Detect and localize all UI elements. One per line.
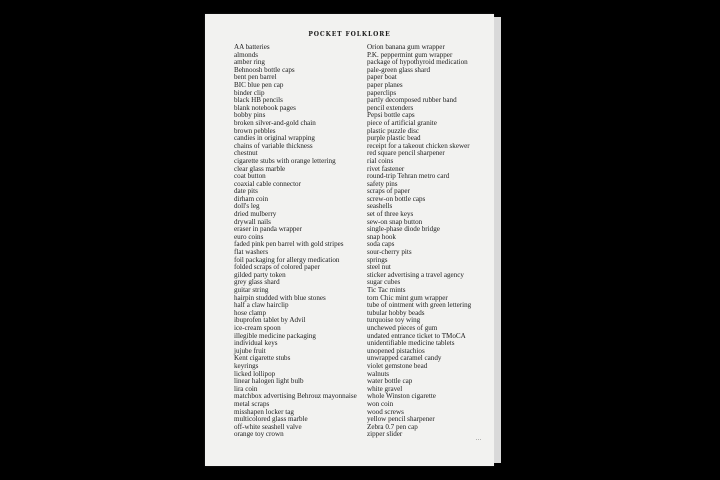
- list-item: Orion banana gum wrapper: [367, 43, 445, 51]
- list-column-left: [234, 44, 357, 439]
- list-item: blank notebook pages: [234, 103, 296, 112]
- list-item: package of hypothyroid medication: [367, 58, 468, 67]
- list-item: set of three keys: [367, 210, 414, 219]
- list-item: guitar string: [234, 286, 269, 294]
- list-item: binder clip: [234, 88, 265, 97]
- list-item: Behnoosh bottle caps: [234, 65, 295, 74]
- list-item: sew-on snap button: [367, 217, 423, 226]
- list-item: yellow pencil sharpener: [367, 415, 435, 424]
- list-item: unidentifiable medicine tablets: [367, 339, 455, 348]
- list-item: grey glass shard: [234, 278, 280, 287]
- list-item: turquoise toy wing: [367, 316, 421, 325]
- list-item: keyrings: [234, 361, 259, 370]
- list-item: faded pink pen barrel with gold stripes: [234, 240, 344, 249]
- list-item: ibuprofen tablet by Advil: [234, 316, 306, 325]
- list-item: water bottle cap: [367, 377, 413, 386]
- list-item: tubular hobby beads: [367, 308, 425, 317]
- list-item: brown pebbles: [234, 126, 276, 135]
- list-item: Tic Tac mints: [367, 286, 406, 294]
- list-item: scraps of paper: [367, 187, 410, 196]
- list-item: rial coins: [367, 156, 394, 165]
- list-item: folded scraps of colored paper: [234, 263, 320, 272]
- list-item: pencil extenders: [367, 103, 414, 112]
- list-item: sticker advertising a travel agency: [367, 270, 464, 279]
- list-item: unopened pistachios: [367, 346, 425, 355]
- list-item: purple plastic bead: [367, 134, 421, 143]
- list-item: licked lollipop: [234, 369, 276, 378]
- list-item: chains of variable thickness: [234, 141, 313, 150]
- list-item: matchbox advertising Behrouz mayonnaise: [234, 392, 357, 401]
- list-item: drywall nails: [234, 217, 271, 226]
- list-item: off-white seashell valve: [234, 422, 302, 431]
- list-item: paper planes: [367, 80, 403, 89]
- list-item: BIC blue pen cap: [234, 80, 284, 89]
- list-item: unchewed pieces of gum: [367, 323, 438, 332]
- list-item: zipper slider: [367, 430, 403, 439]
- list-item: cigarette stubs with orange lettering: [234, 156, 336, 165]
- list-item: AA batteries: [234, 43, 270, 51]
- list-item: plastic puzzle disc: [367, 126, 420, 135]
- list-item: bobby pins: [234, 111, 266, 120]
- list-item: date pits: [234, 187, 258, 196]
- page-title: POCKET FOLKLORE: [308, 31, 391, 38]
- list-item: bent pen barrel: [234, 73, 277, 82]
- list-item: clear glass marble: [234, 164, 286, 173]
- list-item: single-phase diode bridge: [367, 225, 440, 234]
- list-item: partly decomposed rubber band: [367, 96, 457, 105]
- list-item: P.K. peppermint gum wrapper: [367, 50, 453, 59]
- list-item: half a claw hairclip: [234, 301, 289, 310]
- list-item: tube of ointment with green lettering: [367, 301, 472, 310]
- list-item: sugar cubes: [367, 278, 401, 287]
- list-item: whole Winston cigarette: [367, 392, 436, 401]
- list-item: paper boat: [367, 73, 397, 82]
- list-item: dried mulberry: [234, 210, 277, 219]
- list-item: hose clamp: [234, 308, 267, 317]
- list-item: chestnut: [234, 149, 258, 158]
- list-item: sour-cherry pits: [367, 248, 412, 257]
- list-item: almonds: [234, 50, 259, 59]
- list-item: misshapen locker tag: [234, 407, 294, 416]
- list-item: black HB pencils: [234, 96, 283, 105]
- list-item: won coin: [367, 399, 394, 408]
- list-column-right: [367, 44, 471, 439]
- list-item: piece of artificial granite: [367, 118, 437, 127]
- list-item: white gravel: [367, 384, 403, 393]
- list-item: doll's leg: [234, 202, 260, 211]
- list-item: wood screws: [367, 407, 404, 416]
- list-item: gilded party token: [234, 270, 286, 279]
- list-item: foil packaging for allergy medication: [234, 255, 340, 264]
- list-item: dirham coin: [234, 194, 269, 203]
- list-item: illegible medicine packaging: [234, 331, 316, 340]
- list-item: red square pencil sharpener: [367, 149, 445, 158]
- list-item: linear halogen light bulb: [234, 377, 304, 386]
- list-item: jujube fruit: [234, 346, 266, 355]
- list-item: Kent cigarette stubs: [234, 354, 291, 363]
- list-item: ice-cream spoon: [234, 323, 281, 332]
- list-item: coat button: [234, 172, 266, 181]
- list-item: metal scraps: [234, 399, 270, 408]
- list-item: walnuts: [367, 369, 390, 378]
- book-page: [205, 14, 494, 466]
- page-marker: ...: [475, 436, 482, 442]
- list-item: steel nut: [367, 263, 391, 272]
- list-item: paperclips: [367, 88, 397, 97]
- list-item: torn Chic mint gum wrapper: [367, 293, 448, 302]
- list-item: eraser in panda wrapper: [234, 225, 302, 234]
- list-item: undated entrance ticket to TMoCA: [367, 331, 466, 340]
- list-item: flat washers: [234, 248, 269, 257]
- list-item: safety pins: [367, 179, 398, 188]
- list-item: orange toy crown: [234, 430, 284, 439]
- list-item: hairpin studded with blue stones: [234, 293, 326, 302]
- list-item: seashells: [367, 202, 393, 211]
- list-item: individual keys: [234, 339, 278, 348]
- list-item: receipt for a takeout chicken skewer: [367, 141, 470, 150]
- list-item: euro coins: [234, 232, 264, 241]
- list-item: soda caps: [367, 240, 395, 249]
- list-item: Pepsi bottle caps: [367, 111, 415, 120]
- list-item: candies in original wrapping: [234, 134, 315, 143]
- list-item: snap hook: [367, 232, 396, 241]
- list-item: violet gemstone bead: [367, 361, 428, 370]
- list-item: unwrapped caramel candy: [367, 354, 442, 363]
- list-item: coaxial cable connector: [234, 179, 301, 188]
- list-item: Zebra 0.7 pen cap: [367, 422, 418, 431]
- list-item: lira coin: [234, 384, 258, 393]
- list-item: broken silver-and-gold chain: [234, 118, 316, 127]
- list-item: round-trip Tehran metro card: [367, 172, 450, 181]
- list-item: springs: [367, 255, 388, 264]
- list-item: amber ring: [234, 58, 265, 67]
- list-item: multicolored glass marble: [234, 415, 308, 424]
- list-item: screw-on bottle caps: [367, 194, 426, 203]
- list-item: rivet fastener: [367, 164, 405, 173]
- list-item: pale-green glass shard: [367, 65, 431, 74]
